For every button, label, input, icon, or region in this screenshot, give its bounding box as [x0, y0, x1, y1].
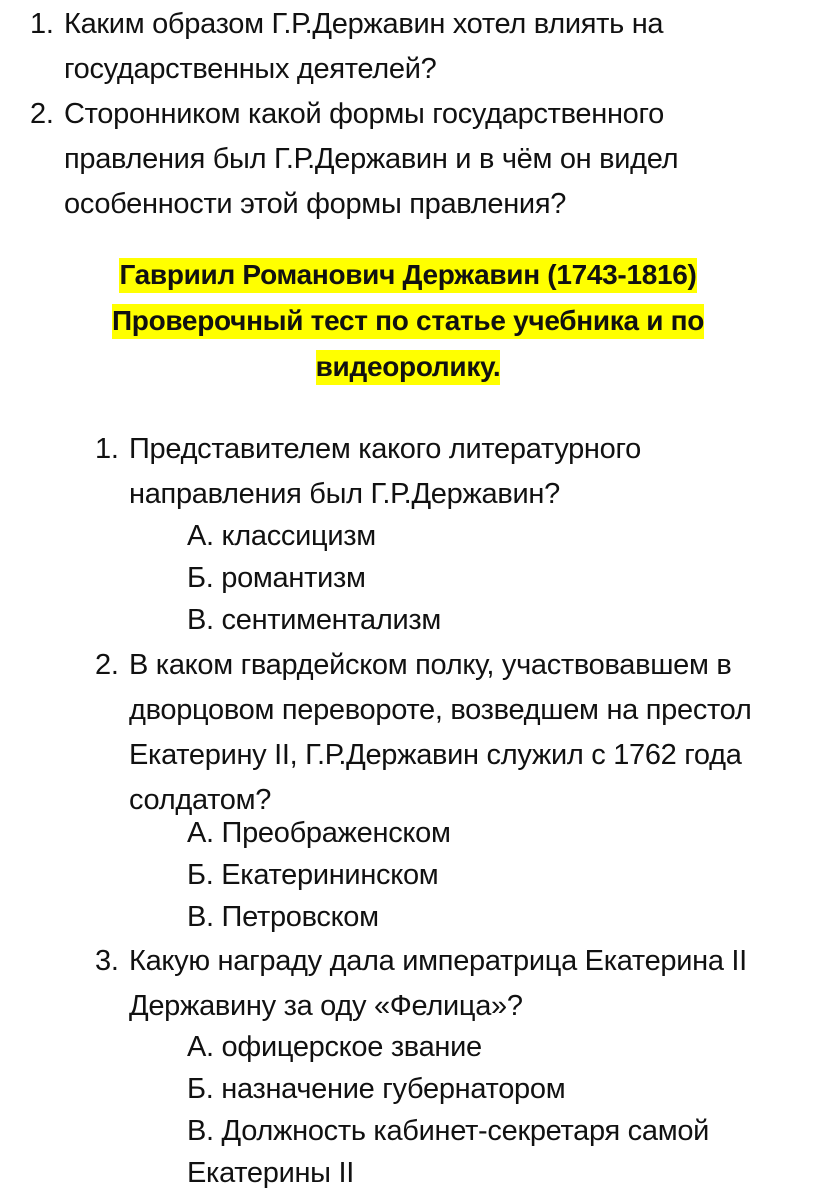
- intro-question-1-number: 1.: [30, 8, 54, 40]
- test-question-2-option-a: А. Преображенском: [187, 817, 451, 849]
- heading-line-2: Проверочный тест по статье учебника и по: [112, 304, 704, 339]
- test-question-2-option-b: Б. Екатерининском: [187, 859, 439, 891]
- heading-line-1: Гавриил Романович Державин (1743-1816): [119, 258, 696, 293]
- intro-question-1: [30, 2, 790, 92]
- intro-question-1-text: Каким образом Г.Р.Державин хотел влиять на государственных деятелей?: [64, 8, 664, 85]
- test-question-3-number: 3.: [95, 945, 119, 977]
- test-question-2-number: 2.: [95, 649, 119, 681]
- test-question-1-text: Представителем какого литературного направления был Г.Р.Державин?: [129, 433, 641, 510]
- test-question-3-option-a: А. офицерское звание: [187, 1031, 482, 1063]
- test-question-3-option-c: В. Должность кабинет-секретаря самой: [187, 1115, 710, 1147]
- test-question-1-number: 1.: [95, 433, 119, 465]
- test-question-3: [95, 939, 813, 1029]
- test-heading: [40, 252, 776, 390]
- test-question-1-option-b: Б. романтизм: [187, 562, 366, 594]
- test-question-1: [95, 427, 795, 517]
- test-question-3-option-c-continued: Екатерины II: [187, 1157, 355, 1189]
- test-question-2: [95, 643, 813, 823]
- test-question-3-text: Какую награду дала императрица Екатерина II Державину за оду «Фелица»?: [129, 945, 747, 1022]
- intro-question-2-number: 2.: [30, 98, 54, 130]
- test-question-1-option-a: А. классицизм: [187, 520, 376, 552]
- intro-question-2-text: Сторонником какой формы государственного правления был Г.Р.Державин и в чём он видел особенности этой формы правления?: [64, 98, 679, 220]
- test-question-2-option-c: В. Петровском: [187, 901, 379, 933]
- test-question-2-text: В каком гвардейском полку, участвовавшем в дворцовом перевороте, возведшем на престол Екатерину II, Г.Р.Державин служил с 1762 года солдатом?: [129, 649, 752, 816]
- test-question-1-option-c: В. сентиментализм: [187, 604, 442, 636]
- intro-question-2: [30, 92, 790, 227]
- test-question-3-option-b: Б. назначение губернатором: [187, 1073, 566, 1105]
- heading-line-3: видеоролику.: [316, 350, 501, 385]
